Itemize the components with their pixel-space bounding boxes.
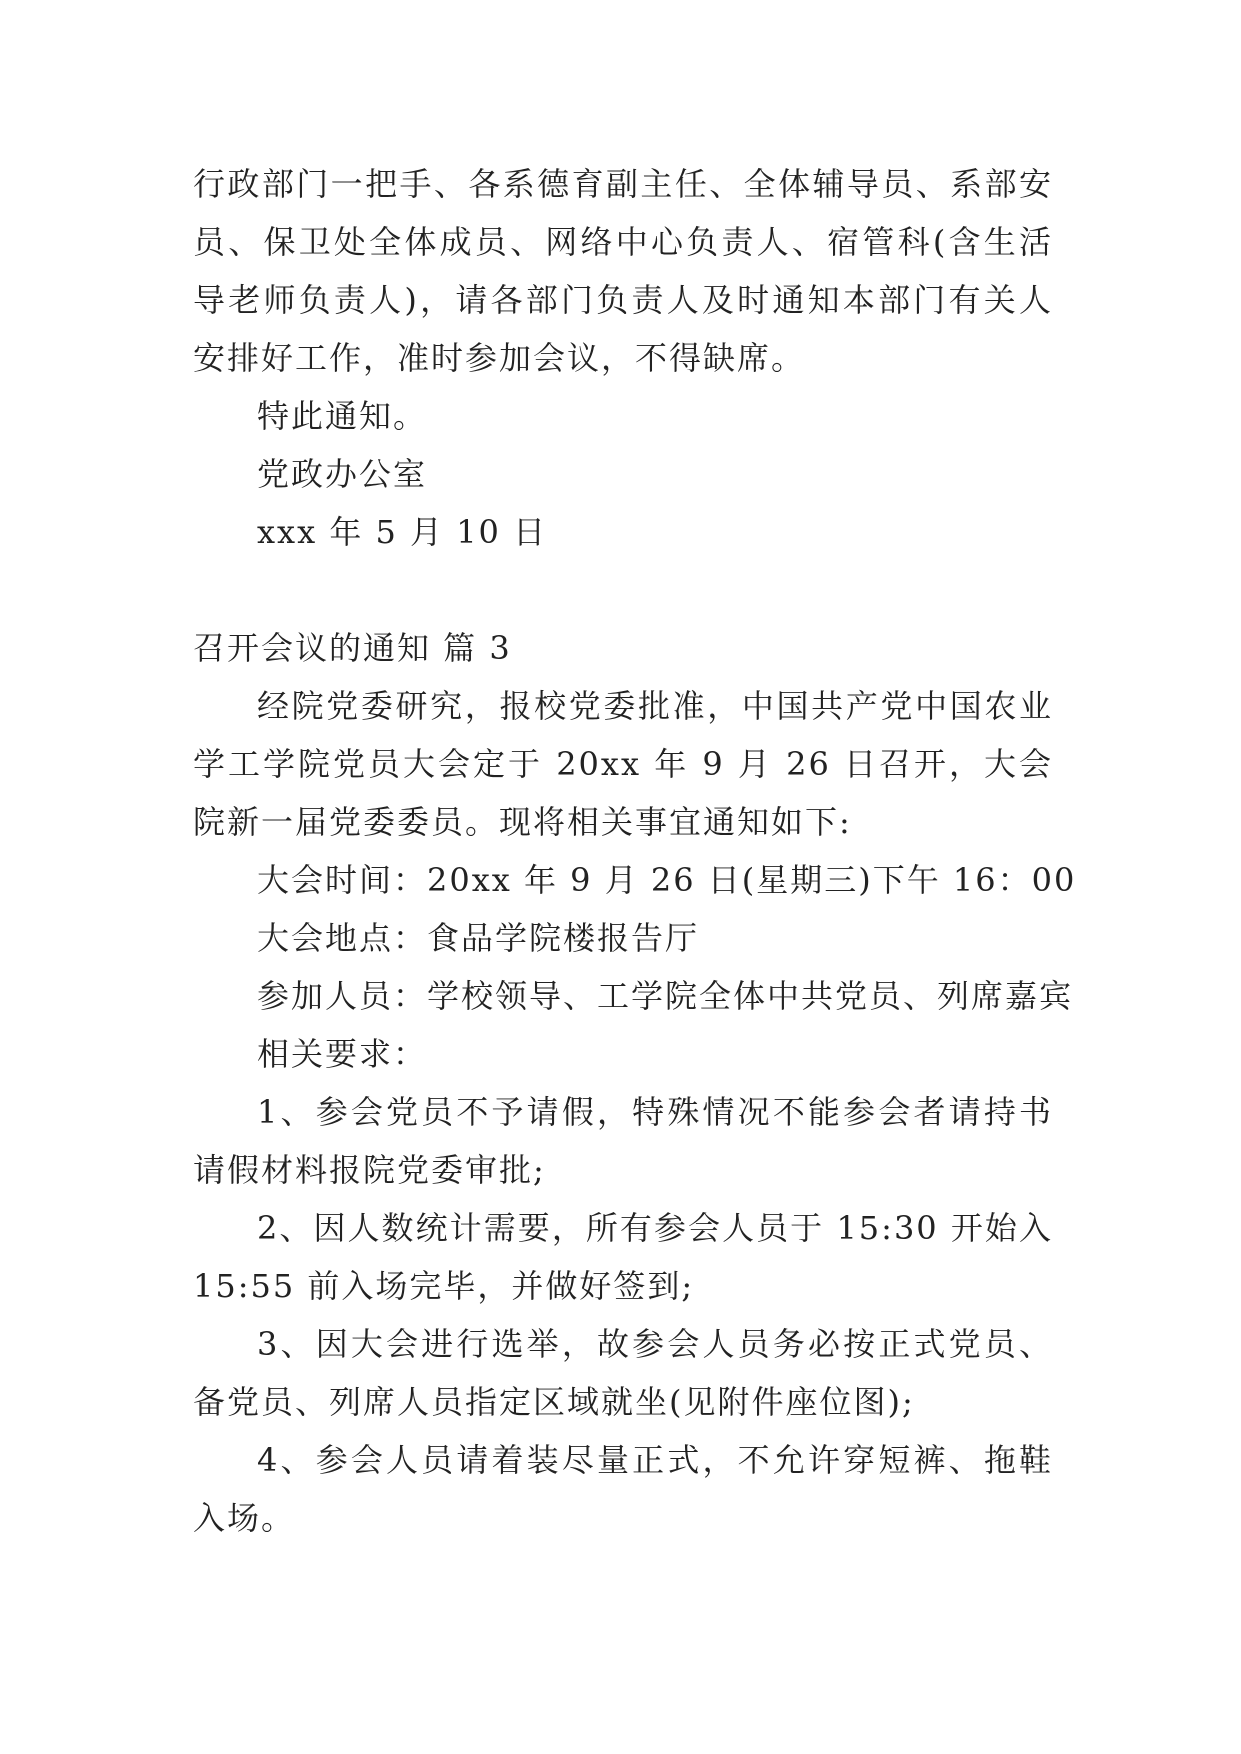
section-gap xyxy=(193,561,1053,619)
paragraph-line: 学工学院党员大会定于 20xx 年 9 月 26 日召开，大会 xyxy=(193,745,1053,783)
section-title: 召开会议的通知 篇 3 xyxy=(193,629,512,667)
document-body xyxy=(193,155,1077,1547)
paragraph-line: 导老师负责人)，请各部门负责人及时通知本部门有关人 xyxy=(193,281,1053,319)
paragraph-line: 院新一届党委委员。现将相关事宜通知如下: xyxy=(193,803,852,841)
requirement-item: 15:55 前入场完毕，并做好签到; xyxy=(193,1267,695,1305)
signature-date: xxx 年 5 月 10 日 xyxy=(257,513,548,551)
requirement-item: 4、参会人员请着装尽量正式，不允许穿短裤、拖鞋 xyxy=(257,1441,1053,1479)
meeting-location: 大会地点：食品学院楼报告厅 xyxy=(257,919,700,957)
requirement-item: 备党员、列席人员指定区域就坐(见附件座位图); xyxy=(193,1383,915,1421)
requirement-item: 2、因人数统计需要，所有参会人员于 15:30 开始入 xyxy=(257,1209,1053,1247)
requirement-item: 入场。 xyxy=(193,1499,296,1537)
meeting-time: 大会时间：20xx 年 9 月 26 日(星期三)下午 16：00 xyxy=(257,861,1077,899)
closing-text: 特此通知。 xyxy=(257,397,428,435)
meeting-attendees: 参加人员：学校领导、工学院全体中共党员、列席嘉宾 xyxy=(257,977,1074,1015)
paragraph-line: 员、保卫处全体成员、网络中心负责人、宿管科(含生活 xyxy=(193,223,1053,261)
signature-office: 党政办公室 xyxy=(257,455,428,493)
requirements-heading: 相关要求： xyxy=(257,1035,428,1073)
paragraph-line: 行政部门一把手、各系德育副主任、全体辅导员、系部安 xyxy=(193,165,1053,203)
requirement-item: 3、因大会进行选举，故参会人员务必按正式党员、 xyxy=(257,1325,1053,1363)
paragraph-line: 安排好工作，准时参加会议，不得缺席。 xyxy=(193,339,806,377)
requirement-item: 1、参会党员不予请假，特殊情况不能参会者请持书 xyxy=(257,1093,1053,1131)
paragraph-line: 经院党委研究，报校党委批准，中国共产党中国农业 xyxy=(257,687,1053,725)
requirement-item: 请假材料报院党委审批; xyxy=(193,1151,546,1189)
